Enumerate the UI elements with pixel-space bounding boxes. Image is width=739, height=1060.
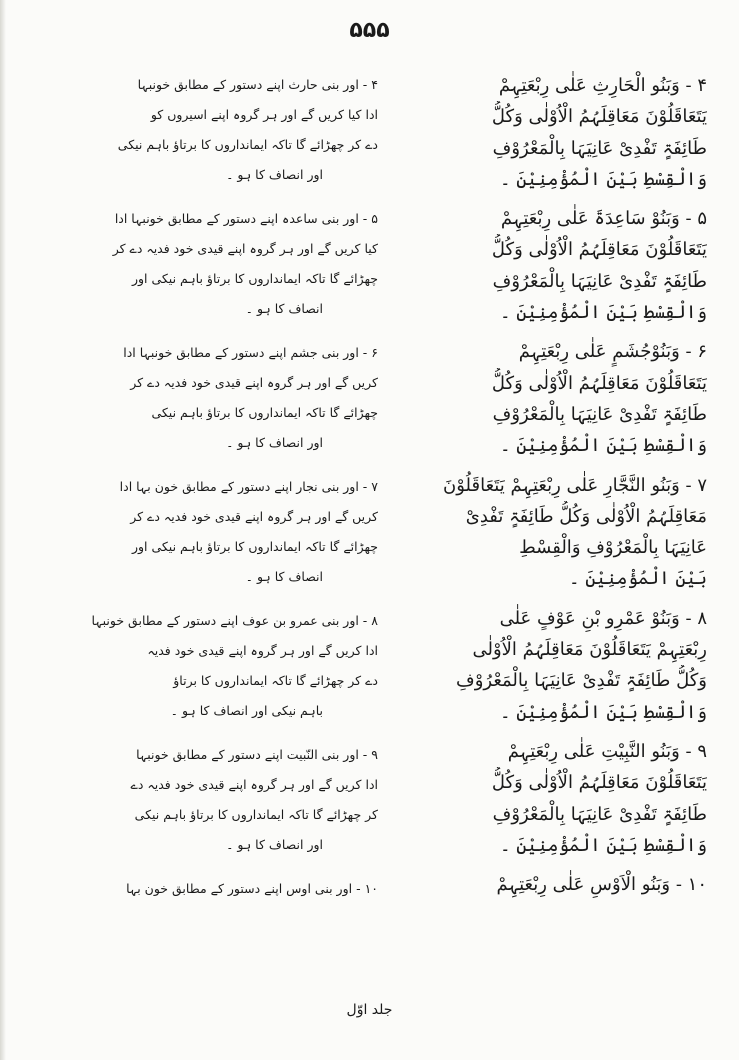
clause-spacer xyxy=(392,595,707,603)
arabic-line: ۹ - وَبَنُو النَّبِیْتِ عَلٰی رِبْعَتِہِمْ xyxy=(507,740,707,762)
arabic-clause xyxy=(392,470,707,595)
urdu-line: چھڑائے گا تاکہ ایمانداروں کا برتاؤ باہم نیکی اور xyxy=(131,539,378,554)
urdu-line: ۴ - اور بنی حارث اپنے دستور کے مطابق خونبہا xyxy=(137,77,378,92)
urdu-clause xyxy=(58,874,378,904)
urdu-clause xyxy=(58,338,378,458)
urdu-line: ادا کیا کریں گے اور ہر گروہ اپنے اسیروں کو xyxy=(150,107,378,122)
arabic-line: مَعَاقِلَہُمُ الْاُوْلٰی وَکُلُّ طَائِفَۃٍ تَفْدِیْ xyxy=(465,505,707,527)
arabic-clause xyxy=(392,736,707,861)
urdu-clause xyxy=(58,70,378,190)
urdu-line: ۵ - اور بنی ساعدہ اپنے دستور کے مطابق خونبہا ادا xyxy=(114,211,378,226)
urdu-line: دے کر چھڑائے گا تاکہ ایمانداروں کا برتاؤ باہم نیکی xyxy=(117,137,378,152)
arabic-line: وَالْقِسْطِ بَیْنَ الْمُؤْمِنِیْنَ ۔ xyxy=(499,302,707,324)
arabic-line: ۵ - وَبَنُوْ سَاعِدَۃَ عَلٰی رِبْعَتِہِمْ xyxy=(500,208,707,230)
urdu-line: ۹ - اور بنی النّبیت اپنے دستور کے مطابق خونبہا xyxy=(136,747,378,762)
arabic-line: ۶ - وَبَنُوْجُشَمٍ عَلٰی رِبْعَتِہِمْ xyxy=(518,341,707,363)
urdu-line: دے کر چھڑائے گا تاکہ ایمانداروں کا برتاؤ xyxy=(173,673,378,688)
clause-spacer xyxy=(392,462,707,470)
arabic-line: طَائِفَۃٍ تَفْدِیْ عَانِیَہَا بِالْمَعْرُوْفِ xyxy=(492,403,707,425)
urdu-clause xyxy=(58,472,378,592)
arabic-line: یَتَعَاقَلُوْنَ مَعَاقِلَہُمُ الْاُوْلٰی وَکُلُّ xyxy=(491,772,707,794)
arabic-line: ۸ - وَبَنُوْ عَمْرِو بْنِ عَوْفٍ عَلٰی xyxy=(499,607,707,629)
arabic-line: طَائِفَۃٍ تَفْدِیْ عَانِیَہَا بِالْمَعْرُوْفِ xyxy=(492,270,707,292)
arabic-line: عَانِیَہَا بِالْمَعْرُوْفِ وَالْقِسْطِ xyxy=(519,537,707,559)
urdu-line: کریں گے اور ہر گروہ اپنے قیدی خود فدیہ دے کر xyxy=(130,509,378,524)
urdu-line: کیا کریں گے اور ہر گروہ اپنے قیدی خود فدیہ دے کر xyxy=(112,241,378,256)
arabic-line: وَالْقِسْطِ بَیْنَ الْمُؤْمِنِیْنَ ۔ xyxy=(499,168,707,190)
arabic-line: یَتَعَاقَلُوْنَ مَعَاقِلَہُمُ الْاُوْلٰی وَکُلُّ xyxy=(491,372,707,394)
urdu-line: ۶ - اور بنی جشم اپنے دستور کے مطابق خونبہا ادا xyxy=(123,345,378,360)
clause-spacer xyxy=(392,728,707,736)
arabic-line: یَتَعَاقَلُوْنَ مَعَاقِلَہُمُ الْاُوْلٰی وَکُلُّ xyxy=(491,106,707,128)
arabic-clause xyxy=(392,603,707,728)
urdu-line: باہم نیکی اور انصاف کا ہو ۔ xyxy=(170,703,323,718)
arabic-line: ۷ - وَبَنُو النَّجَّارِ عَلٰی رِبْعَتِہِمْ یَتَعَاقَلُوْنَ xyxy=(443,474,707,496)
arabic-line: رِبْعَتِہِمْ یَتَعَاقَلُوْنَ مَعَاقِلَہُمُ الْاُوْلٰی xyxy=(472,639,707,661)
urdu-line: اور انصاف کا ہو ۔ xyxy=(226,435,323,450)
urdu-line: انصاف کا ہو ۔ xyxy=(245,301,323,316)
urdu-clause xyxy=(58,606,378,726)
urdu-translation-column xyxy=(58,70,378,904)
urdu-line: اور انصاف کا ہو ۔ xyxy=(226,167,323,182)
arabic-line: طَائِفَۃٍ تَفْدِیْ عَانِیَہَا بِالْمَعْرُوْفِ xyxy=(492,803,707,825)
arabic-clause xyxy=(392,70,707,195)
urdu-clause xyxy=(58,740,378,860)
urdu-line: چھڑائے گا تاکہ ایمانداروں کا برتاؤ باہم نیکی اور xyxy=(131,271,378,286)
clause-spacer xyxy=(58,190,378,204)
urdu-clause xyxy=(58,204,378,324)
urdu-line: ادا کریں گے اور ہر گروہ اپنے قیدی خود فدیہ دے xyxy=(130,777,378,792)
urdu-line: ۷ - اور بنی نجار اپنے دستور کے مطابق خون بہا ادا xyxy=(119,479,378,494)
arabic-line: وَالْقِسْطِ بَیْنَ الْمُؤْمِنِیْنَ ۔ xyxy=(499,701,707,723)
clause-spacer xyxy=(58,592,378,606)
arabic-line: وَکُلُّ طَائِفَۃٍ تَفْدِیْ عَانِیَہَا بِالْمَعْرُوْفِ xyxy=(456,670,707,692)
clause-spacer xyxy=(392,328,707,336)
clause-spacer xyxy=(58,860,378,874)
arabic-text-column xyxy=(392,70,707,900)
arabic-line: طَائِفَۃٍ تَفْدِیْ عَانِیَہَا بِالْمَعْرُوْفِ xyxy=(492,137,707,159)
arabic-line: یَتَعَاقَلُوْنَ مَعَاقِلَہُمُ الْاُوْلٰی وَکُلُّ xyxy=(491,239,707,261)
arabic-line: ۱۰ - وَبَنُو الْاَوْسِ عَلٰی رِبْعَتِہِمْ xyxy=(496,874,707,896)
arabic-clause xyxy=(392,869,707,900)
urdu-line: اور انصاف کا ہو ۔ xyxy=(226,837,323,852)
arabic-line: بَیْنَ الْمُؤْمِنِیْنَ ۔ xyxy=(568,568,707,590)
urdu-line: چھڑائے گا تاکہ ایمانداروں کا برتاؤ باہم نیکی xyxy=(151,405,378,420)
urdu-line: ۸ - اور بنی عمرو بن عوف اپنے دستور کے مطابق خونبہا xyxy=(91,613,378,628)
volume-footer: جلد اوّل xyxy=(346,1002,393,1018)
arabic-clause xyxy=(392,336,707,461)
clause-spacer xyxy=(58,458,378,472)
arabic-line: وَالْقِسْطِ بَیْنَ الْمُؤْمِنِیْنَ ۔ xyxy=(499,834,707,856)
urdu-line: کریں گے اور ہر گروہ اپنے قیدی خود فدیہ دے کر xyxy=(130,375,378,390)
arabic-line: وَالْقِسْطِ بَیْنَ الْمُؤْمِنِیْنَ ۔ xyxy=(499,435,707,457)
urdu-line: انصاف کا ہو ۔ xyxy=(245,569,323,584)
clause-spacer xyxy=(58,324,378,338)
urdu-line: ۱۰ - اور بنی اوس اپنے دستور کے مطابق خون بہا xyxy=(126,881,378,896)
urdu-line: ادا کریں گے اور ہر گروہ اپنے قیدی خود فدیہ xyxy=(147,643,378,658)
clause-spacer xyxy=(392,195,707,203)
page-number: ۵۵۵ xyxy=(349,18,390,43)
clause-spacer xyxy=(392,861,707,869)
urdu-line: کر چھڑائے گا تاکہ ایمانداروں کا برتاؤ باہم نیکی xyxy=(134,807,378,822)
clause-spacer xyxy=(58,726,378,740)
arabic-clause xyxy=(392,203,707,328)
arabic-line: ۴ - وَبَنُو الْحَارِثِ عَلٰی رِبْعَتِہِمْ xyxy=(498,75,707,96)
page-binding-shadow xyxy=(0,0,6,1060)
